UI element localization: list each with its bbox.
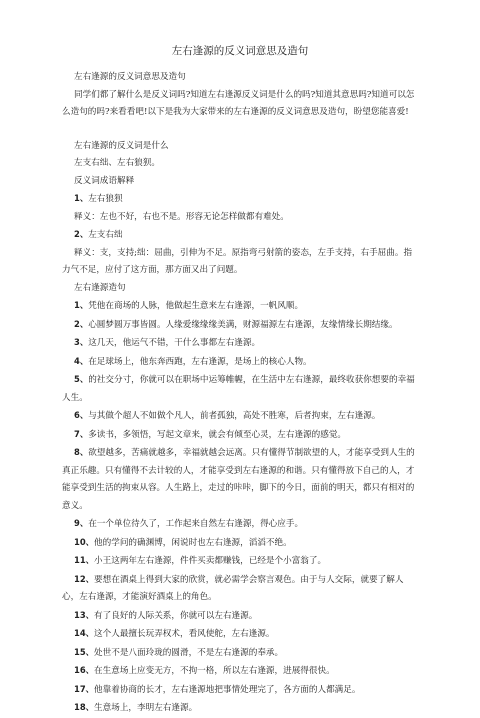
example-item [62, 681, 418, 700]
example-item [62, 534, 418, 553]
example-text: 在一个单位待久了，工作起来自然左右逢源，得心应手。 [88, 519, 304, 529]
term-2 [62, 226, 418, 245]
example-item [62, 426, 418, 445]
example-number: 6、 [74, 410, 89, 420]
example-text: 欲望越多，苦痛就越多，幸福就越会远离。只有懂得节制欲望的人，才能享受到人生的真正乐趣。只有懂得不去计较的人，才能享受到左右逢源的和谐。只有懂得放下自己的人，才能享受到生活的拘束从容。人生路上，走过的咔咔，脚下的今日，面前的明天，都只有相对的意义。 [62, 448, 415, 511]
term-1-word: 左右狼狈 [88, 194, 123, 204]
example-item [62, 407, 418, 426]
example-item [62, 607, 418, 626]
intro-paragraph: 同学们都了解什么是反义词吗?知道左右逢源反义词是什么的吗?知道其意思吗?知道可以怎么造句的吗?来看看吧!以下是我为大家带来的左右逢源的反义词意思及造句，盼望您能喜爱! [62, 89, 415, 117]
example-text: 他的学问的确渊博，闲说时也左右逢源，滔滔不绝。 [94, 537, 292, 548]
example-text: 心圆梦圆万事皆圆。人缘爱缘缘缘美满，财源福源左右逢源，友缘情缘长期结缘。 [88, 319, 398, 330]
example-item [62, 644, 418, 663]
example-text: 凭他在商场的人脉，他做起生意来左右逢源，一帆风顺。 [88, 301, 304, 311]
example-number: 13、 [74, 609, 95, 620]
example-item [62, 571, 418, 607]
subtitle: 左右逢源的反义词意思及造句 [74, 72, 186, 82]
example-number: 17、 [74, 683, 95, 694]
example-item [62, 515, 418, 534]
example-item [62, 334, 418, 353]
example-number: 3、 [74, 337, 89, 347]
example-number: 5、 [74, 374, 89, 384]
term-1 [62, 190, 418, 209]
example-number: 11、 [74, 555, 95, 565]
paragraph-gap [62, 122, 418, 138]
example-number: 9、 [74, 518, 89, 528]
example-heading: 左右逢源造句 [74, 282, 126, 293]
term-2-number: 2、 [74, 229, 89, 239]
example-text: 有了良好的人际关系，你就可以左右逢源。 [94, 610, 258, 621]
explain-heading: 反义词成语解释 [74, 175, 135, 186]
example-item [62, 552, 418, 571]
antonym-heading: 左右逢源的反义词是什么 [74, 140, 169, 151]
example-text: 小王这两年左右逢源，件件买卖都赚钱，已经是个小富翁了。 [94, 556, 327, 566]
example-text: 生意场上，李明左右逢源。 [94, 703, 198, 713]
example-item [62, 353, 418, 372]
example-text: 他靠着协商的长才，左右逢源地把事情处理完了，各方面的人都满足。 [94, 684, 361, 695]
example-item [62, 625, 418, 644]
example-text: 处世不是八面玲珑的圆滑，不是左右逢源的奉承。 [94, 647, 284, 658]
term-2-definition: 释义：支，支持;绌：屈曲，引伸为不足。原指弯弓射箭的姿态，左手支持，右手屈曲。指力气不足，应付了这方面，那方面又出了问题。 [62, 247, 413, 275]
example-item [62, 297, 418, 316]
example-item [62, 316, 418, 335]
term-2-word: 左支右绌 [88, 230, 123, 240]
example-item [62, 444, 418, 515]
example-number: 8、 [74, 447, 89, 457]
example-text: 的社交分寸，你就可以在职场中运筹帷幄，在生活中左右逢源，最终收获你想要的幸福人生。 [62, 375, 415, 403]
example-item [62, 371, 418, 407]
example-number: 15、 [74, 646, 95, 657]
example-text: 这几天，他运气不错，干什么事都左右逢源。 [88, 338, 261, 348]
example-number: 18、 [74, 702, 95, 712]
example-number: 10、 [74, 536, 95, 547]
document-title: 左右逢源的反义词意思及造句 [171, 45, 309, 57]
example-number: 4、 [74, 355, 89, 366]
example-text: 要想在酒桌上得到大家的欣赏，就必需学会察言观色。由于与人交际，就要了解人心，左右逢源，才能演好酒桌上的角色。 [62, 574, 404, 602]
example-item [62, 699, 418, 718]
example-text: 在生意场上应变无方，不拘一格，所以左右逢源，进展得很快。 [94, 666, 335, 676]
example-list [62, 297, 418, 718]
example-number: 14、 [74, 628, 95, 638]
example-number: 12、 [74, 573, 95, 584]
example-text: 多读书，多领悟，写起文章来，就会有倾至心灵，左右逢源的感觉。 [88, 429, 347, 440]
antonym-list: 左支右绌、左右狼狈。 [74, 158, 160, 168]
example-number: 1、 [74, 300, 89, 310]
example-item [62, 662, 418, 681]
example-number: 2、 [74, 318, 89, 329]
example-number: 16、 [74, 665, 95, 675]
term-1-definition: 释义：左也不好，右也不是。形容无论怎样做都有难处。 [74, 211, 289, 222]
example-text: 与其做个超人不如做个凡人，前者孤独，高处不胜寒，后者拘束，左右逢源。 [88, 411, 381, 421]
example-text: 在足球场上，他东奔西跑，左右逢源，是场上的核心人物。 [88, 356, 312, 367]
example-text: 这个人最擅长玩弄权术，看风使舵，左右逢源。 [94, 629, 275, 639]
term-1-number: 1、 [74, 193, 89, 203]
example-number: 7、 [74, 428, 89, 439]
